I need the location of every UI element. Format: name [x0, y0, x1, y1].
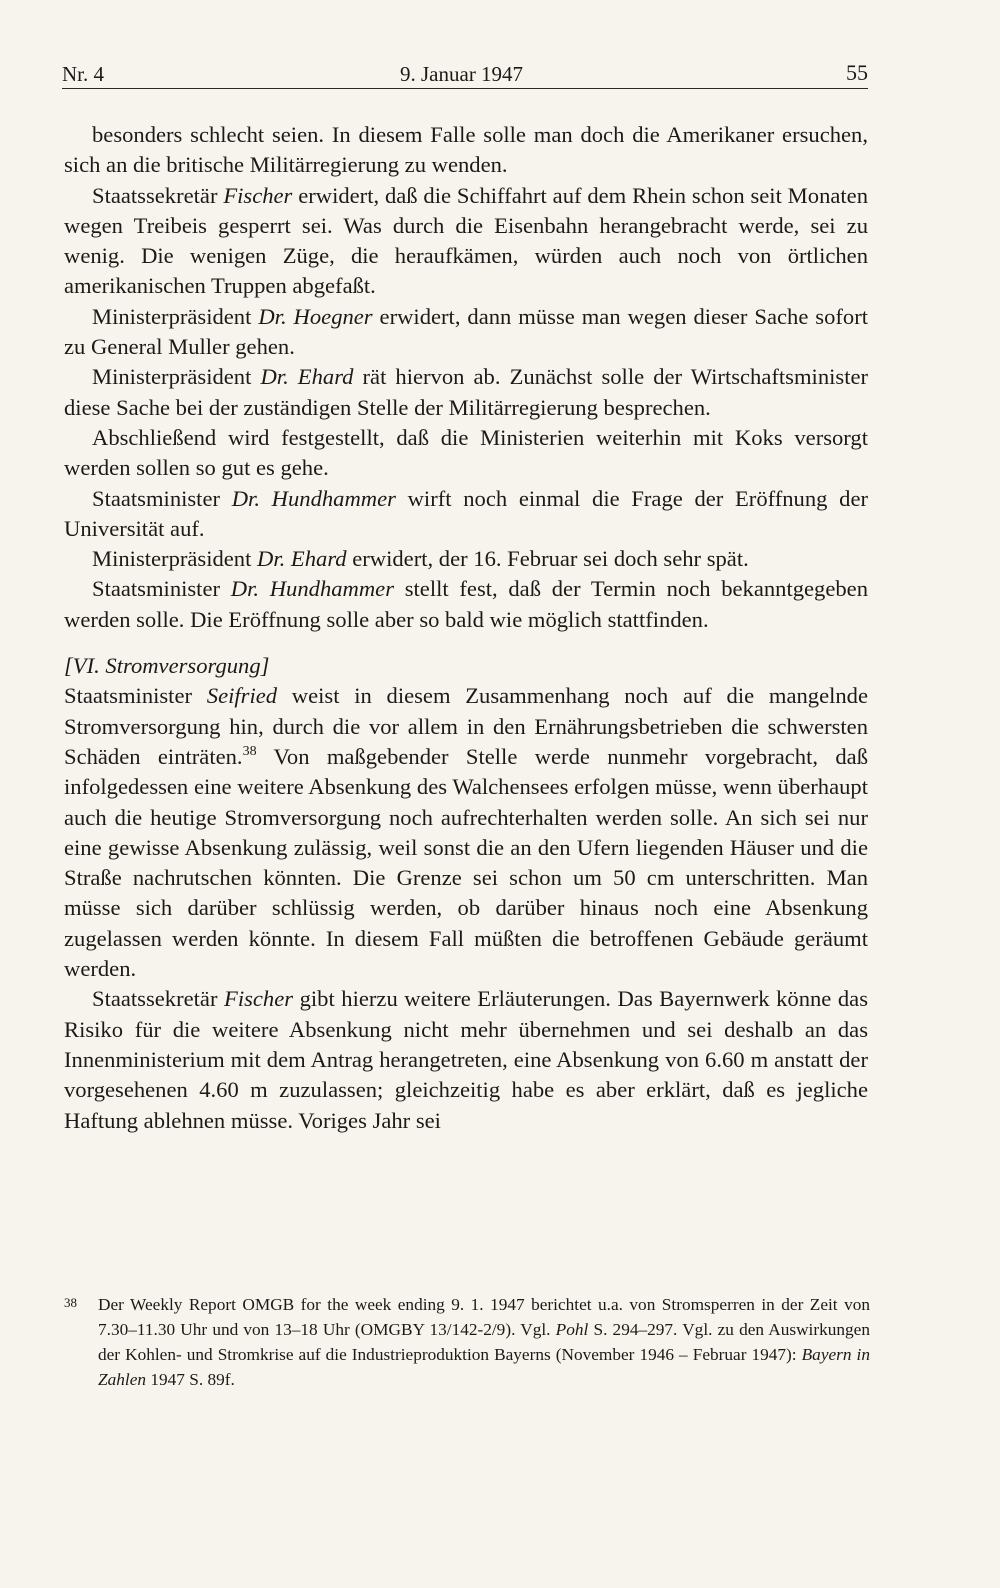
text-run: Staatsminister [64, 683, 207, 709]
italic-text: Bayern in Zahlen [98, 1345, 870, 1389]
paragraph [64, 544, 868, 574]
italic-text: Dr. Hundhammer [230, 576, 394, 602]
body-text [64, 120, 868, 1136]
text-run: erwidert, daß die Schiffahrt auf dem Rhein schon seit Monaten wegen Treibeis gesperrt sei. Was durch die Eisenbahn herangebracht werde, sei zu wenig. Die wenigen Züge, die heraufkämen, würden auch noch von örtlichen amerikanischen Truppen abgefaßt. [64, 182, 868, 299]
text-run: Der Weekly Report OMGB for the week ending 9. 1. 1947 berichtet u.a. von Stromsperren in der Zeit von 7.30–11.30 Uhr und von 13–18 Uhr (OMGBY 13/142-2/9). Vgl. [98, 1295, 870, 1339]
paragraph [64, 120, 868, 181]
text-run: Ministerpräsident [92, 303, 259, 329]
text-run: Von maßgebender Stelle werde nunmehr vorgebracht, daß infolgedessen eine weitere Absenkung des Walchensees erfolgen müsse, wenn überhaupt auch die heutige Stromversorgung noch aufrechterhalten werden solle. An sich sei nur eine gewisse Absenkung zulässig, weil sonst die an den Ufern liegenden Häuser und die Straße nachrutschen könnten. Die Grenze sei schon um 50 cm unterschritten. Man müsse sich darüber schlüssig werden, ob darüber hinaus noch eine Absenkung zugelassen werden könnte. In diesem Fall müßten die betroffenen Gebäude geräumt werden. [64, 743, 868, 982]
running-header [62, 58, 868, 89]
text-run: 1947 S. 89f. [146, 1370, 235, 1389]
text-run: erwidert, dann müsse man wegen dieser Sache sofort zu General Muller gehen. [64, 303, 869, 360]
paragraph [64, 681, 868, 984]
paragraph [64, 574, 868, 635]
text-run: S. 294–297. Vgl. zu den Auswirkungen der Kohlen- und Stromkrise auf die Industrieproduktion Bayerns (November 1946 – Februar 1947): [98, 1320, 870, 1364]
italic-text: Fischer [224, 986, 294, 1012]
footnote-number: 38 [64, 1295, 77, 1310]
text-run: Staatsminister [92, 576, 231, 602]
text-run: wirft noch einmal die Frage der Eröffnung der Universität auf. [64, 485, 868, 541]
italic-text: Dr. Ehard [257, 546, 347, 572]
paragraph [64, 484, 868, 545]
text-run: Staatssekretär [92, 986, 225, 1012]
paragraph [64, 423, 868, 484]
text-run: Ministerpräsident [92, 546, 258, 572]
text-run: gibt hierzu weitere Erläuterungen. Das Bayernwerk könne das Risiko für die weitere Absenkung nicht mehr übernehmen und sei deshalb an das Innenministerium mit dem Antrag herangetreten, eine Absenkung von 6.60 m anstatt der vorgesehenen 4.60 m zuzulassen; gleichzeitig habe es aber erklärt, daß es jegliche Haftung ablehnen müsse. Voriges Jahr sei [64, 986, 868, 1133]
text-run: Staatssekretär [92, 182, 224, 208]
footnote-text [98, 1292, 870, 1392]
paragraph [64, 302, 868, 363]
footnote-ref[interactable]: 38 [242, 743, 257, 759]
italic-text: Dr. Hundhammer [231, 485, 396, 511]
section-paragraph-group [64, 681, 868, 1135]
text-run: Staatsminister [92, 485, 232, 511]
text-run: Ministerpräsident [92, 364, 261, 390]
footnote [64, 1292, 870, 1392]
text-run: erwidert, der 16. Februar sei doch sehr spät. [346, 546, 749, 572]
footnotes [64, 1292, 870, 1392]
paragraph [64, 181, 868, 302]
italic-text: Fischer [223, 182, 293, 208]
italic-text: Seifried [206, 683, 278, 709]
page-number: 55 [846, 60, 868, 85]
paragraph [64, 362, 868, 423]
text-run: besonders schlecht seien. In diesem Falle solle man doch die Amerikaner ersuchen, sich an die britische Militärregierung zu wenden. [64, 122, 868, 178]
italic-text: Dr. Hoegner [258, 303, 373, 329]
italic-text: Pohl [555, 1320, 589, 1339]
header-date: 9. Januar 1947 [400, 62, 524, 86]
italic-text: Dr. Ehard [260, 364, 354, 390]
paragraph [64, 984, 868, 1135]
text-run: weist in diesem Zusammenhang noch auf die mangelnde Stromversorgung hin, durch die vor allem in den Ernährungsbetrieben die schwersten Schäden einträten. [64, 683, 868, 769]
section-heading: [VI. Stromversorgung] [64, 653, 270, 679]
paragraph-group [64, 120, 868, 635]
text-run: rät hiervon ab. Zunächst solle der Wirtschaftsminister diese Sache bei der zuständigen Stelle der Militärregierung besprechen. [64, 364, 869, 420]
text-run: Abschließend wird festgestellt, daß die Ministerien weiterhin mit Koks versorgt werden sollen so gut es gehe. [64, 424, 868, 481]
text-run: stellt fest, daß der Termin noch bekanntgegeben werden solle. Die Eröffnung solle aber so bald wie möglich stattfinden. [64, 576, 869, 632]
issue-number: Nr. 4 [62, 62, 104, 86]
